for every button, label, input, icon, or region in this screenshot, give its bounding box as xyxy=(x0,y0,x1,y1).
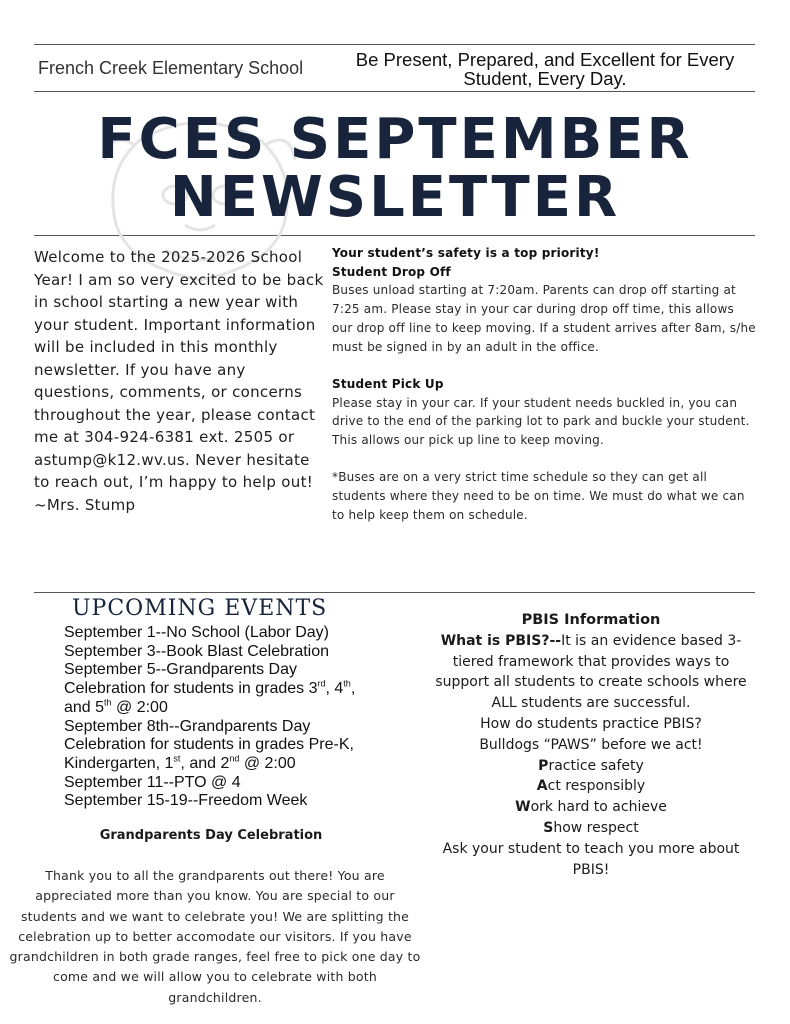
header-rule xyxy=(34,91,755,92)
paws-practice: Practice safety xyxy=(538,757,644,774)
newsletter-title-line-1: FCES SEPTEMBER xyxy=(97,107,693,172)
event-item: September 3--Book Blast Celebration xyxy=(64,642,330,660)
events-list xyxy=(64,624,364,811)
pickup-text: Please stay in your car. If your student needs buckled in, you can drive to the end of the parking lot to park and buckle your student. This allows our pick up line to keep moving. xyxy=(332,395,750,448)
pbis-section xyxy=(430,610,752,880)
paws-work: Work hard to achieve xyxy=(515,799,667,816)
newsletter-title-line-2: NEWSLETTER xyxy=(169,165,621,230)
welcome-letter xyxy=(34,246,326,516)
paws-show: Show respect xyxy=(543,819,639,836)
pbis-paws: Bulldogs “PAWS” before we act! xyxy=(479,736,703,753)
event-item: September 8th--Grandparents Day Celebration for students in grades Pre-K, Kindergarten, 1st, and 2nd @ 2:00 xyxy=(64,717,354,772)
bus-note: *Buses are on a very strict time schedule so they can get all students where they need to be on time. We must do what we can to help keep them on schedule. xyxy=(332,470,745,522)
welcome-message: Welcome to the 2025-2026 School Year! I am so very excited to be back in school starting a new year with your student. Important information will be included in this monthly newsletter. If you have any questions, comments, or concerns throughout the year, please contact me at 304-924-6381 ext. 2505 or astump@k12.wv.us. Never hesitate to reach out, I’m happy to help out! xyxy=(34,248,324,491)
motto-line-2: Student, Every Day. xyxy=(463,68,627,89)
grandparents-heading: Grandparents Day Celebration xyxy=(99,828,323,843)
paws-act: Act responsibly xyxy=(536,778,646,795)
safety-heading: Your student’s safety is a top priority! xyxy=(332,246,600,260)
safety-section xyxy=(332,244,756,525)
pbis-heading: PBIS Information xyxy=(521,612,661,628)
event-item: September 15-19--Freedom Week xyxy=(64,792,308,810)
pbis-definition: What is PBIS?--It is an evidence based 3-tiered framework that provides ways to support all students to create schools where ALL students are successful. xyxy=(435,632,747,712)
top-rule xyxy=(34,44,755,45)
motto-line-1: Be Present, Prepared, and Excellent for Every xyxy=(355,49,735,70)
grandparents-text: Thank you to all the grandparents out there! You are appreciated more than you know. You are special to our students and we want to celebrate you! We are splitting the celebration up to better accomodate our visitors. If you have grandchildren in both grade ranges, feel free to pick one day to come and we will allow you to celebrate with both grandchildren. xyxy=(9,868,421,1005)
event-item: September 1--No School (Labor Day) xyxy=(64,624,330,641)
event-item: September 5--Grandparents Day Celebration for students in grades 3rd, 4th, and 5th @ 2:00 xyxy=(64,661,356,716)
school-name: French Creek Elementary School xyxy=(38,58,304,78)
school-motto xyxy=(340,50,750,88)
dropoff-heading: Student Drop Off xyxy=(332,264,451,279)
pickup-heading: Student Pick Up xyxy=(332,376,444,391)
upcoming-events-title: UPCOMING EVENTS xyxy=(72,596,328,621)
dropoff-text: Buses unload starting at 7:20am. Parents can drop off starting at 7:25 am. Please stay in your car during drop off time, this allows our drop off line to keep moving. If a student arrives after 8am, s/he must be signed in by an adult in the office. xyxy=(332,283,756,354)
pbis-closing: Ask your student to teach you more about PBIS! xyxy=(442,840,740,878)
event-item: September 11--PTO @ 4 xyxy=(64,773,241,791)
pbis-practice-question: How do students practice PBIS? xyxy=(480,715,702,732)
section-rule xyxy=(34,592,755,593)
welcome-signature: ~Mrs. Stump xyxy=(34,495,136,514)
